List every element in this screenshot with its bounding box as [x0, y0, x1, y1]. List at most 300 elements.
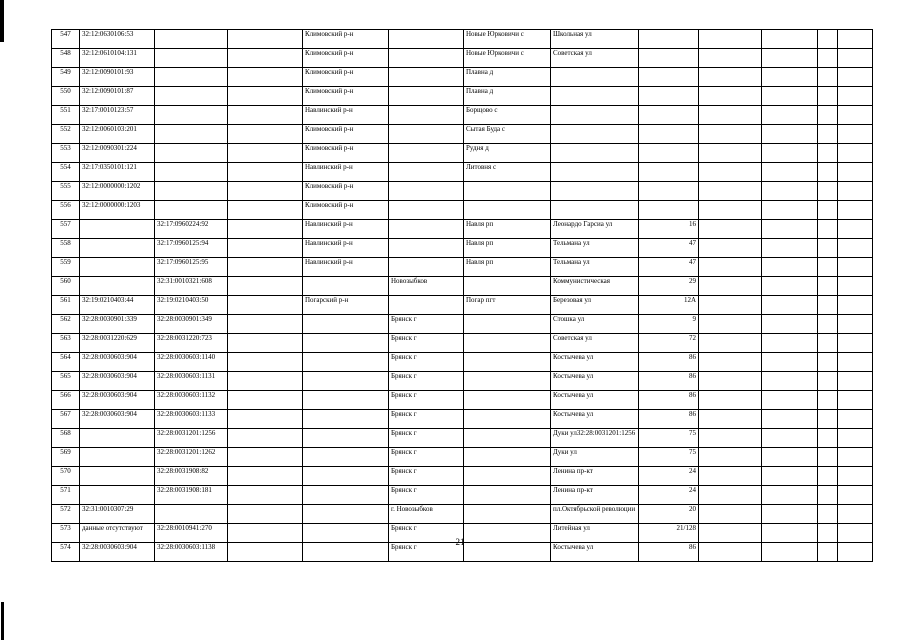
blank-cell: [699, 144, 762, 163]
blank-cell: [762, 467, 818, 486]
table-row: [52, 258, 873, 277]
settlement-cell: [464, 410, 551, 429]
cadastral-number-cell: 32:12:0610104:131: [80, 49, 155, 68]
blank-cell: [762, 429, 818, 448]
settlement-cell: Навля рп: [464, 220, 551, 239]
city-cell: [389, 258, 464, 277]
district-cell: Навлинский р-н: [303, 106, 389, 125]
street-cell: Ленина пр-кт: [551, 486, 639, 505]
blank-cell: [838, 201, 873, 220]
blank-cell: [818, 277, 838, 296]
city-cell: Брянск г: [389, 391, 464, 410]
blank-cell: [228, 486, 303, 505]
row-number: 552: [52, 125, 80, 144]
table-row: [52, 334, 873, 353]
cadastral-number-cell: [80, 220, 155, 239]
blank-cell: [699, 87, 762, 106]
district-cell: Навлинский р-н: [303, 258, 389, 277]
row-number: 572: [52, 505, 80, 524]
settlement-cell: [464, 429, 551, 448]
row-number: 555: [52, 182, 80, 201]
blank-cell: [699, 524, 762, 543]
city-cell: [389, 201, 464, 220]
page-edge-mark-bottom: [1, 602, 4, 640]
row-number: 562: [52, 315, 80, 334]
blank-cell: [838, 277, 873, 296]
city-cell: Новозыбков: [389, 277, 464, 296]
blank-cell: [699, 258, 762, 277]
street-cell: Стошка ул: [551, 315, 639, 334]
blank-cell: [762, 49, 818, 68]
blank-cell: [838, 543, 873, 562]
district-cell: Навлинский р-н: [303, 163, 389, 182]
row-number: 554: [52, 163, 80, 182]
district-cell: Климовский р-н: [303, 201, 389, 220]
blank-cell: [838, 106, 873, 125]
district-cell: [303, 429, 389, 448]
table-row: [52, 467, 873, 486]
blank-cell: [838, 505, 873, 524]
cadastral-number-cell: 32:28:0030603:904: [80, 543, 155, 562]
blank-cell: [838, 49, 873, 68]
blank-cell: [762, 391, 818, 410]
blank-cell: [228, 429, 303, 448]
street-cell: Дуки ул32:28:0031201:1256: [551, 429, 639, 448]
street-cell: Костычева ул: [551, 543, 639, 562]
building-cadastral-cell: 32:28:0031201:1256: [155, 429, 228, 448]
house-number-cell: [639, 163, 699, 182]
city-cell: Брянск г: [389, 353, 464, 372]
street-cell: Костычева ул: [551, 410, 639, 429]
street-cell: Тельмана ул: [551, 258, 639, 277]
building-cadastral-cell: [155, 182, 228, 201]
table-row: [52, 448, 873, 467]
row-number: 574: [52, 543, 80, 562]
building-cadastral-cell: [155, 125, 228, 144]
building-cadastral-cell: 32:17:0960125:94: [155, 239, 228, 258]
street-cell: Костычева ул: [551, 353, 639, 372]
blank-cell: [818, 87, 838, 106]
blank-cell: [818, 467, 838, 486]
street-cell: [551, 182, 639, 201]
building-cadastral-cell: [155, 30, 228, 49]
row-number: 550: [52, 87, 80, 106]
street-cell: Литейная ул: [551, 524, 639, 543]
blank-cell: [228, 391, 303, 410]
settlement-cell: Рудня д: [464, 144, 551, 163]
settlement-cell: Погар пгт: [464, 296, 551, 315]
blank-cell: [838, 125, 873, 144]
blank-cell: [699, 353, 762, 372]
cadastral-number-cell: 32:12:0060103:201: [80, 125, 155, 144]
blank-cell: [228, 106, 303, 125]
blank-cell: [699, 239, 762, 258]
street-cell: Ленина пр-кт: [551, 467, 639, 486]
blank-cell: [838, 410, 873, 429]
blank-cell: [818, 239, 838, 258]
row-number: 564: [52, 353, 80, 372]
building-cadastral-cell: 32:28:0010941:270: [155, 524, 228, 543]
blank-cell: [762, 68, 818, 87]
blank-cell: [838, 391, 873, 410]
cadastral-number-cell: [80, 467, 155, 486]
blank-cell: [228, 49, 303, 68]
blank-cell: [699, 220, 762, 239]
blank-cell: [838, 315, 873, 334]
cadastral-number-cell: 32:28:0030603:904: [80, 391, 155, 410]
house-number-cell: 16: [639, 220, 699, 239]
row-number: 553: [52, 144, 80, 163]
street-cell: Школьная ул: [551, 30, 639, 49]
building-cadastral-cell: 32:28:0030603:1140: [155, 353, 228, 372]
blank-cell: [228, 258, 303, 277]
blank-cell: [699, 391, 762, 410]
blank-cell: [228, 201, 303, 220]
street-cell: Костычева ул: [551, 391, 639, 410]
page-number: 21: [455, 537, 465, 547]
row-number: 549: [52, 68, 80, 87]
table-row: [52, 125, 873, 144]
cadastral-number-cell: [80, 258, 155, 277]
table-row: [52, 429, 873, 448]
blank-cell: [762, 448, 818, 467]
blank-cell: [699, 30, 762, 49]
cadastral-number-cell: [80, 486, 155, 505]
blank-cell: [838, 239, 873, 258]
street-cell: Советская ул: [551, 49, 639, 68]
street-cell: Советская ул: [551, 334, 639, 353]
building-cadastral-cell: 32:28:0031201:1262: [155, 448, 228, 467]
row-number: 558: [52, 239, 80, 258]
blank-cell: [228, 372, 303, 391]
row-number: 567: [52, 410, 80, 429]
blank-cell: [762, 410, 818, 429]
district-cell: [303, 391, 389, 410]
district-cell: Навлинский р-н: [303, 220, 389, 239]
blank-cell: [762, 182, 818, 201]
district-cell: [303, 467, 389, 486]
blank-cell: [838, 182, 873, 201]
house-number-cell: [639, 144, 699, 163]
blank-cell: [818, 353, 838, 372]
blank-cell: [228, 448, 303, 467]
blank-cell: [699, 486, 762, 505]
row-number: 571: [52, 486, 80, 505]
blank-cell: [699, 467, 762, 486]
blank-cell: [818, 182, 838, 201]
row-number: 568: [52, 429, 80, 448]
blank-cell: [838, 258, 873, 277]
row-number: 559: [52, 258, 80, 277]
blank-cell: [838, 334, 873, 353]
blank-cell: [762, 486, 818, 505]
blank-cell: [228, 144, 303, 163]
blank-cell: [762, 258, 818, 277]
blank-cell: [838, 144, 873, 163]
blank-cell: [228, 410, 303, 429]
cadastral-number-cell: 32:17:0350101:121: [80, 163, 155, 182]
blank-cell: [818, 391, 838, 410]
house-number-cell: [639, 30, 699, 49]
table-row: [52, 144, 873, 163]
city-cell: [389, 49, 464, 68]
table-row: [52, 277, 873, 296]
blank-cell: [228, 315, 303, 334]
building-cadastral-cell: [155, 106, 228, 125]
settlement-cell: [464, 543, 551, 562]
building-cadastral-cell: 32:31:0010321:608: [155, 277, 228, 296]
blank-cell: [762, 144, 818, 163]
blank-cell: [762, 87, 818, 106]
district-cell: Климовский р-н: [303, 49, 389, 68]
city-cell: [389, 30, 464, 49]
street-cell: [551, 68, 639, 87]
district-cell: [303, 353, 389, 372]
blank-cell: [838, 296, 873, 315]
blank-cell: [818, 49, 838, 68]
house-number-cell: [639, 106, 699, 125]
blank-cell: [818, 410, 838, 429]
city-cell: [389, 239, 464, 258]
street-cell: [551, 106, 639, 125]
city-cell: Брянск г: [389, 334, 464, 353]
building-cadastral-cell: 32:28:0031908:181: [155, 486, 228, 505]
district-cell: [303, 277, 389, 296]
cadastral-number-cell: 32:31:0010307:29: [80, 505, 155, 524]
settlement-cell: Литовня с: [464, 163, 551, 182]
table-row: [52, 182, 873, 201]
row-number: 566: [52, 391, 80, 410]
blank-cell: [818, 315, 838, 334]
table-row: [52, 505, 873, 524]
blank-cell: [762, 30, 818, 49]
cadastral-number-cell: 32:12:0090301:224: [80, 144, 155, 163]
cadastral-number-cell: 32:12:0000000:1202: [80, 182, 155, 201]
blank-cell: [228, 239, 303, 258]
building-cadastral-cell: [155, 87, 228, 106]
blank-cell: [838, 467, 873, 486]
blank-cell: [228, 524, 303, 543]
settlement-cell: Борщово с: [464, 106, 551, 125]
city-cell: [389, 125, 464, 144]
blank-cell: [762, 505, 818, 524]
street-cell: [551, 125, 639, 144]
building-cadastral-cell: 32:19:0210403:50: [155, 296, 228, 315]
settlement-cell: [464, 372, 551, 391]
blank-cell: [838, 163, 873, 182]
district-cell: Погарский р-н: [303, 296, 389, 315]
cadastral-number-cell: 32:28:0030603:904: [80, 372, 155, 391]
blank-cell: [699, 201, 762, 220]
district-cell: [303, 315, 389, 334]
city-cell: [389, 296, 464, 315]
building-cadastral-cell: 32:17:0960125:95: [155, 258, 228, 277]
table-row: [52, 49, 873, 68]
blank-cell: [818, 144, 838, 163]
building-cadastral-cell: 32:28:0030603:1131: [155, 372, 228, 391]
blank-cell: [699, 334, 762, 353]
blank-cell: [818, 334, 838, 353]
city-cell: Брянск г: [389, 543, 464, 562]
blank-cell: [228, 353, 303, 372]
table-row: [52, 163, 873, 182]
street-cell: Костычева ул: [551, 372, 639, 391]
blank-cell: [818, 486, 838, 505]
register-body: [52, 30, 873, 562]
house-number-cell: [639, 182, 699, 201]
house-number-cell: 21/128: [639, 524, 699, 543]
blank-cell: [699, 106, 762, 125]
building-cadastral-cell: 32:28:0030603:1132: [155, 391, 228, 410]
blank-cell: [818, 201, 838, 220]
blank-cell: [762, 163, 818, 182]
blank-cell: [838, 68, 873, 87]
building-cadastral-cell: [155, 49, 228, 68]
district-cell: Климовский р-н: [303, 144, 389, 163]
row-number: 565: [52, 372, 80, 391]
settlement-cell: [464, 467, 551, 486]
blank-cell: [228, 467, 303, 486]
settlement-cell: Навля рп: [464, 239, 551, 258]
cadastral-number-cell: 32:28:0030603:904: [80, 353, 155, 372]
street-cell: [551, 201, 639, 220]
street-cell: Коммунистическая: [551, 277, 639, 296]
settlement-cell: [464, 334, 551, 353]
house-number-cell: 20: [639, 505, 699, 524]
city-cell: Брянск г: [389, 372, 464, 391]
row-number: 563: [52, 334, 80, 353]
street-cell: Березовая ул: [551, 296, 639, 315]
district-cell: [303, 486, 389, 505]
city-cell: [389, 87, 464, 106]
blank-cell: [228, 30, 303, 49]
blank-cell: [762, 296, 818, 315]
building-cadastral-cell: [155, 68, 228, 87]
row-number: 561: [52, 296, 80, 315]
blank-cell: [818, 296, 838, 315]
house-number-cell: [639, 68, 699, 87]
blank-cell: [838, 486, 873, 505]
table-row: [52, 410, 873, 429]
settlement-cell: Навля рп: [464, 258, 551, 277]
house-number-cell: [639, 201, 699, 220]
table-row: [52, 87, 873, 106]
cadastral-number-cell: 32:12:0090101:93: [80, 68, 155, 87]
blank-cell: [228, 87, 303, 106]
settlement-cell: [464, 524, 551, 543]
city-cell: Брянск г: [389, 467, 464, 486]
district-cell: [303, 524, 389, 543]
city-cell: г. Новозыбков: [389, 505, 464, 524]
blank-cell: [762, 125, 818, 144]
house-number-cell: 12А: [639, 296, 699, 315]
settlement-cell: Новые Юрковичи с: [464, 49, 551, 68]
settlement-cell: [464, 391, 551, 410]
cadastral-number-cell: 32:12:0090101:87: [80, 87, 155, 106]
blank-cell: [818, 68, 838, 87]
blank-cell: [838, 220, 873, 239]
page-edge-mark-top: [0, 0, 4, 42]
blank-cell: [838, 372, 873, 391]
blank-cell: [699, 505, 762, 524]
street-cell: [551, 144, 639, 163]
table-row: [52, 106, 873, 125]
blank-cell: [762, 106, 818, 125]
building-cadastral-cell: 32:28:0031908:82: [155, 467, 228, 486]
blank-cell: [762, 277, 818, 296]
cadastral-number-cell: 32:28:0030603:904: [80, 410, 155, 429]
blank-cell: [228, 220, 303, 239]
district-cell: [303, 448, 389, 467]
street-cell: пл.Октябрьской революции: [551, 505, 639, 524]
house-number-cell: 24: [639, 467, 699, 486]
table-row: [52, 30, 873, 49]
house-number-cell: [639, 49, 699, 68]
blank-cell: [228, 68, 303, 87]
district-cell: [303, 410, 389, 429]
cadastral-number-cell: [80, 429, 155, 448]
blank-cell: [699, 163, 762, 182]
street-cell: Тельмана ул: [551, 239, 639, 258]
blank-cell: [762, 239, 818, 258]
city-cell: Брянск г: [389, 486, 464, 505]
district-cell: Климовский р-н: [303, 125, 389, 144]
city-cell: [389, 144, 464, 163]
building-cadastral-cell: 32:28:0030603:1133: [155, 410, 228, 429]
settlement-cell: [464, 201, 551, 220]
district-cell: Климовский р-н: [303, 182, 389, 201]
row-number: 551: [52, 106, 80, 125]
city-cell: Брянск г: [389, 448, 464, 467]
district-cell: [303, 372, 389, 391]
blank-cell: [762, 524, 818, 543]
building-cadastral-cell: [155, 144, 228, 163]
blank-cell: [699, 372, 762, 391]
row-number: 557: [52, 220, 80, 239]
table-row: [52, 68, 873, 87]
blank-cell: [818, 30, 838, 49]
blank-cell: [762, 315, 818, 334]
blank-cell: [818, 258, 838, 277]
settlement-cell: Плавна д: [464, 87, 551, 106]
blank-cell: [818, 505, 838, 524]
blank-cell: [818, 543, 838, 562]
district-cell: [303, 505, 389, 524]
row-number: 547: [52, 30, 80, 49]
blank-cell: [838, 353, 873, 372]
blank-cell: [699, 125, 762, 144]
street-cell: Леонардо Гарсиа ул: [551, 220, 639, 239]
blank-cell: [699, 543, 762, 562]
building-cadastral-cell: 32:17:0960224:92: [155, 220, 228, 239]
house-number-cell: 75: [639, 448, 699, 467]
table-row: [52, 353, 873, 372]
blank-cell: [228, 125, 303, 144]
blank-cell: [838, 30, 873, 49]
blank-cell: [838, 524, 873, 543]
district-cell: Климовский р-н: [303, 30, 389, 49]
cadastral-number-cell: 32:28:0031220:629: [80, 334, 155, 353]
blank-cell: [818, 448, 838, 467]
blank-cell: [838, 448, 873, 467]
cadastral-number-cell: [80, 239, 155, 258]
blank-cell: [228, 182, 303, 201]
blank-cell: [762, 220, 818, 239]
building-cadastral-cell: 32:28:0030603:1138: [155, 543, 228, 562]
city-cell: [389, 220, 464, 239]
blank-cell: [228, 334, 303, 353]
district-cell: Климовский р-н: [303, 87, 389, 106]
